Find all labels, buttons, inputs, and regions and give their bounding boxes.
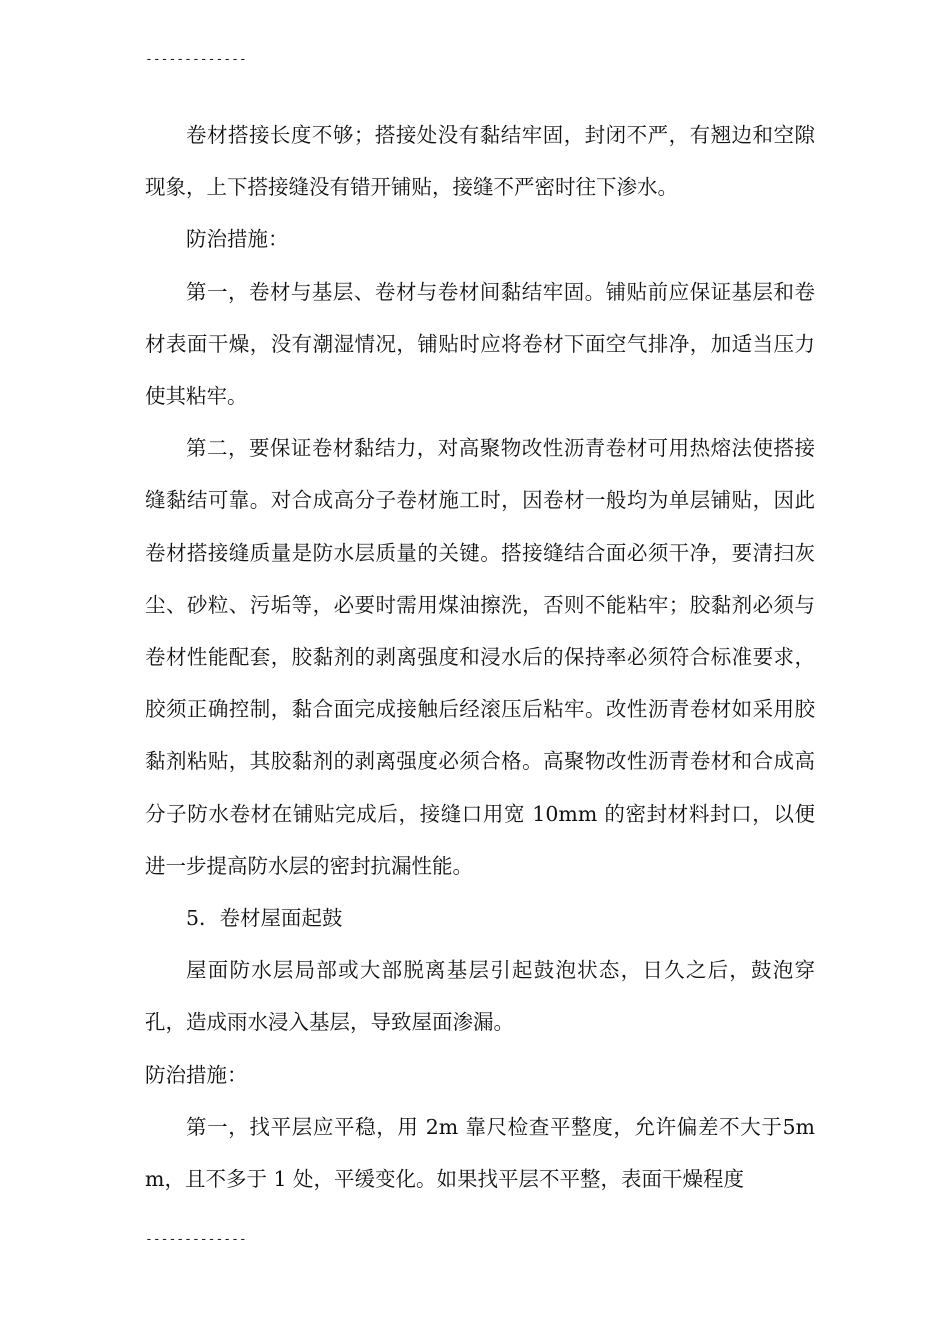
document-body xyxy=(145,109,815,1205)
header-rule: ------------- xyxy=(145,52,247,67)
paragraph: 第一，卷材与基层、卷材与卷材间黏结牢固。铺贴前应保证基层和卷材表面干燥，没有潮湿情况，铺贴时应将卷材下面空气排净，加适当压力使其粘牢。 xyxy=(145,279,815,409)
paragraph: 防治措施： xyxy=(186,227,289,252)
paragraph: 第二，要保证卷材黏结力，对高聚物改性沥青卷材可用热熔法使搭接缝黏结可靠。对合成高分子卷材施工时，因卷材一般均为单层铺贴，因此卷材搭接缝质量是防水层质量的关键。搭接缝结合面必须干净，要清扫灰尘、砂粒、污垢等，必要时需用煤油擦洗，否则不能粘牢；胶黏剂必须与卷材性能配套，胶黏剂的剥离强度和浸水后的保持率必须符合标准要求，胶须正确控制，黏合面完成接触后经滚压后粘牢。改性沥青卷材如采用胶黏剂粘贴，其胶黏剂的剥离强度必须合格。高聚物改性沥青卷材和合成高分子防水卷材在铺贴完成后，接缝口用宽 10mm 的密封材料封口，以便进一步提高防水层的密封抗漏性能。 xyxy=(145,436,815,878)
paragraph: 卷材搭接长度不够；搭接处没有黏结牢固，封闭不严，有翘边和空隙现象，上下搭接缝没有错开铺贴，接缝不严密时往下渗水。 xyxy=(145,123,815,200)
footer-rule: ------------- xyxy=(145,1232,247,1247)
paragraph: 屋面防水层局部或大部脱离基层引起鼓泡状态，日久之后，鼓泡穿孔，造成雨水浸入基层，导致屋面渗漏。 xyxy=(145,958,815,1035)
paragraph: 防治措施： xyxy=(145,1062,248,1087)
section-heading: 5．卷材屋面起鼓 xyxy=(186,906,343,931)
paragraph: 第一，找平层应平稳，用 2m 靠尺检查平整度，允许偏差不大于5mm，且不多于 1 处，平缓变化。如果找平层不平整，表面干燥程度 xyxy=(145,1114,815,1192)
